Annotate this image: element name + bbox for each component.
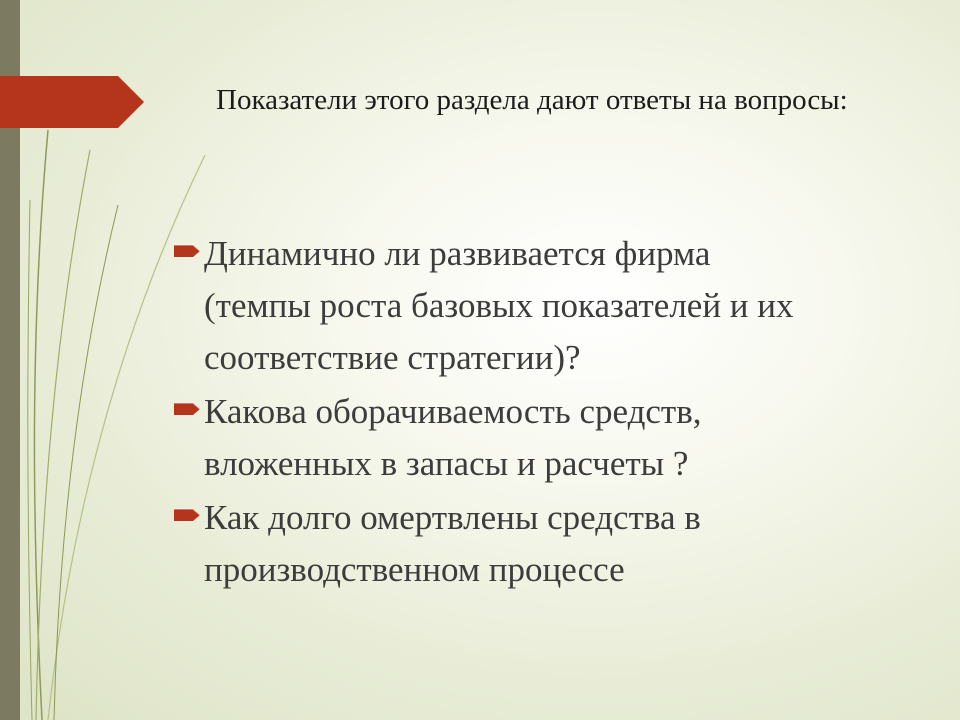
arrow-bullet-icon bbox=[172, 506, 204, 524]
title-arrow-icon bbox=[0, 76, 144, 128]
bullet-text: Динамично ли развивается фирма (темпы роста базовых показателей и их соответствие стратегии)? bbox=[204, 234, 794, 377]
bullet-item bbox=[172, 492, 872, 596]
bullet-list bbox=[172, 228, 872, 598]
bullet-text: Какова оборачиваемость средств, вложенных в запасы и расчеты ? bbox=[204, 392, 702, 483]
slide-title: Показатели этого раздела дают ответы на вопросы: bbox=[216, 84, 848, 116]
arrow-bullet-icon bbox=[172, 400, 204, 418]
arrow-bullet-icon bbox=[172, 242, 204, 260]
bullet-item bbox=[172, 386, 872, 490]
bullet-text: Как долго омертвлены средства в производственном процессе bbox=[204, 498, 701, 589]
bullet-item bbox=[172, 228, 872, 384]
